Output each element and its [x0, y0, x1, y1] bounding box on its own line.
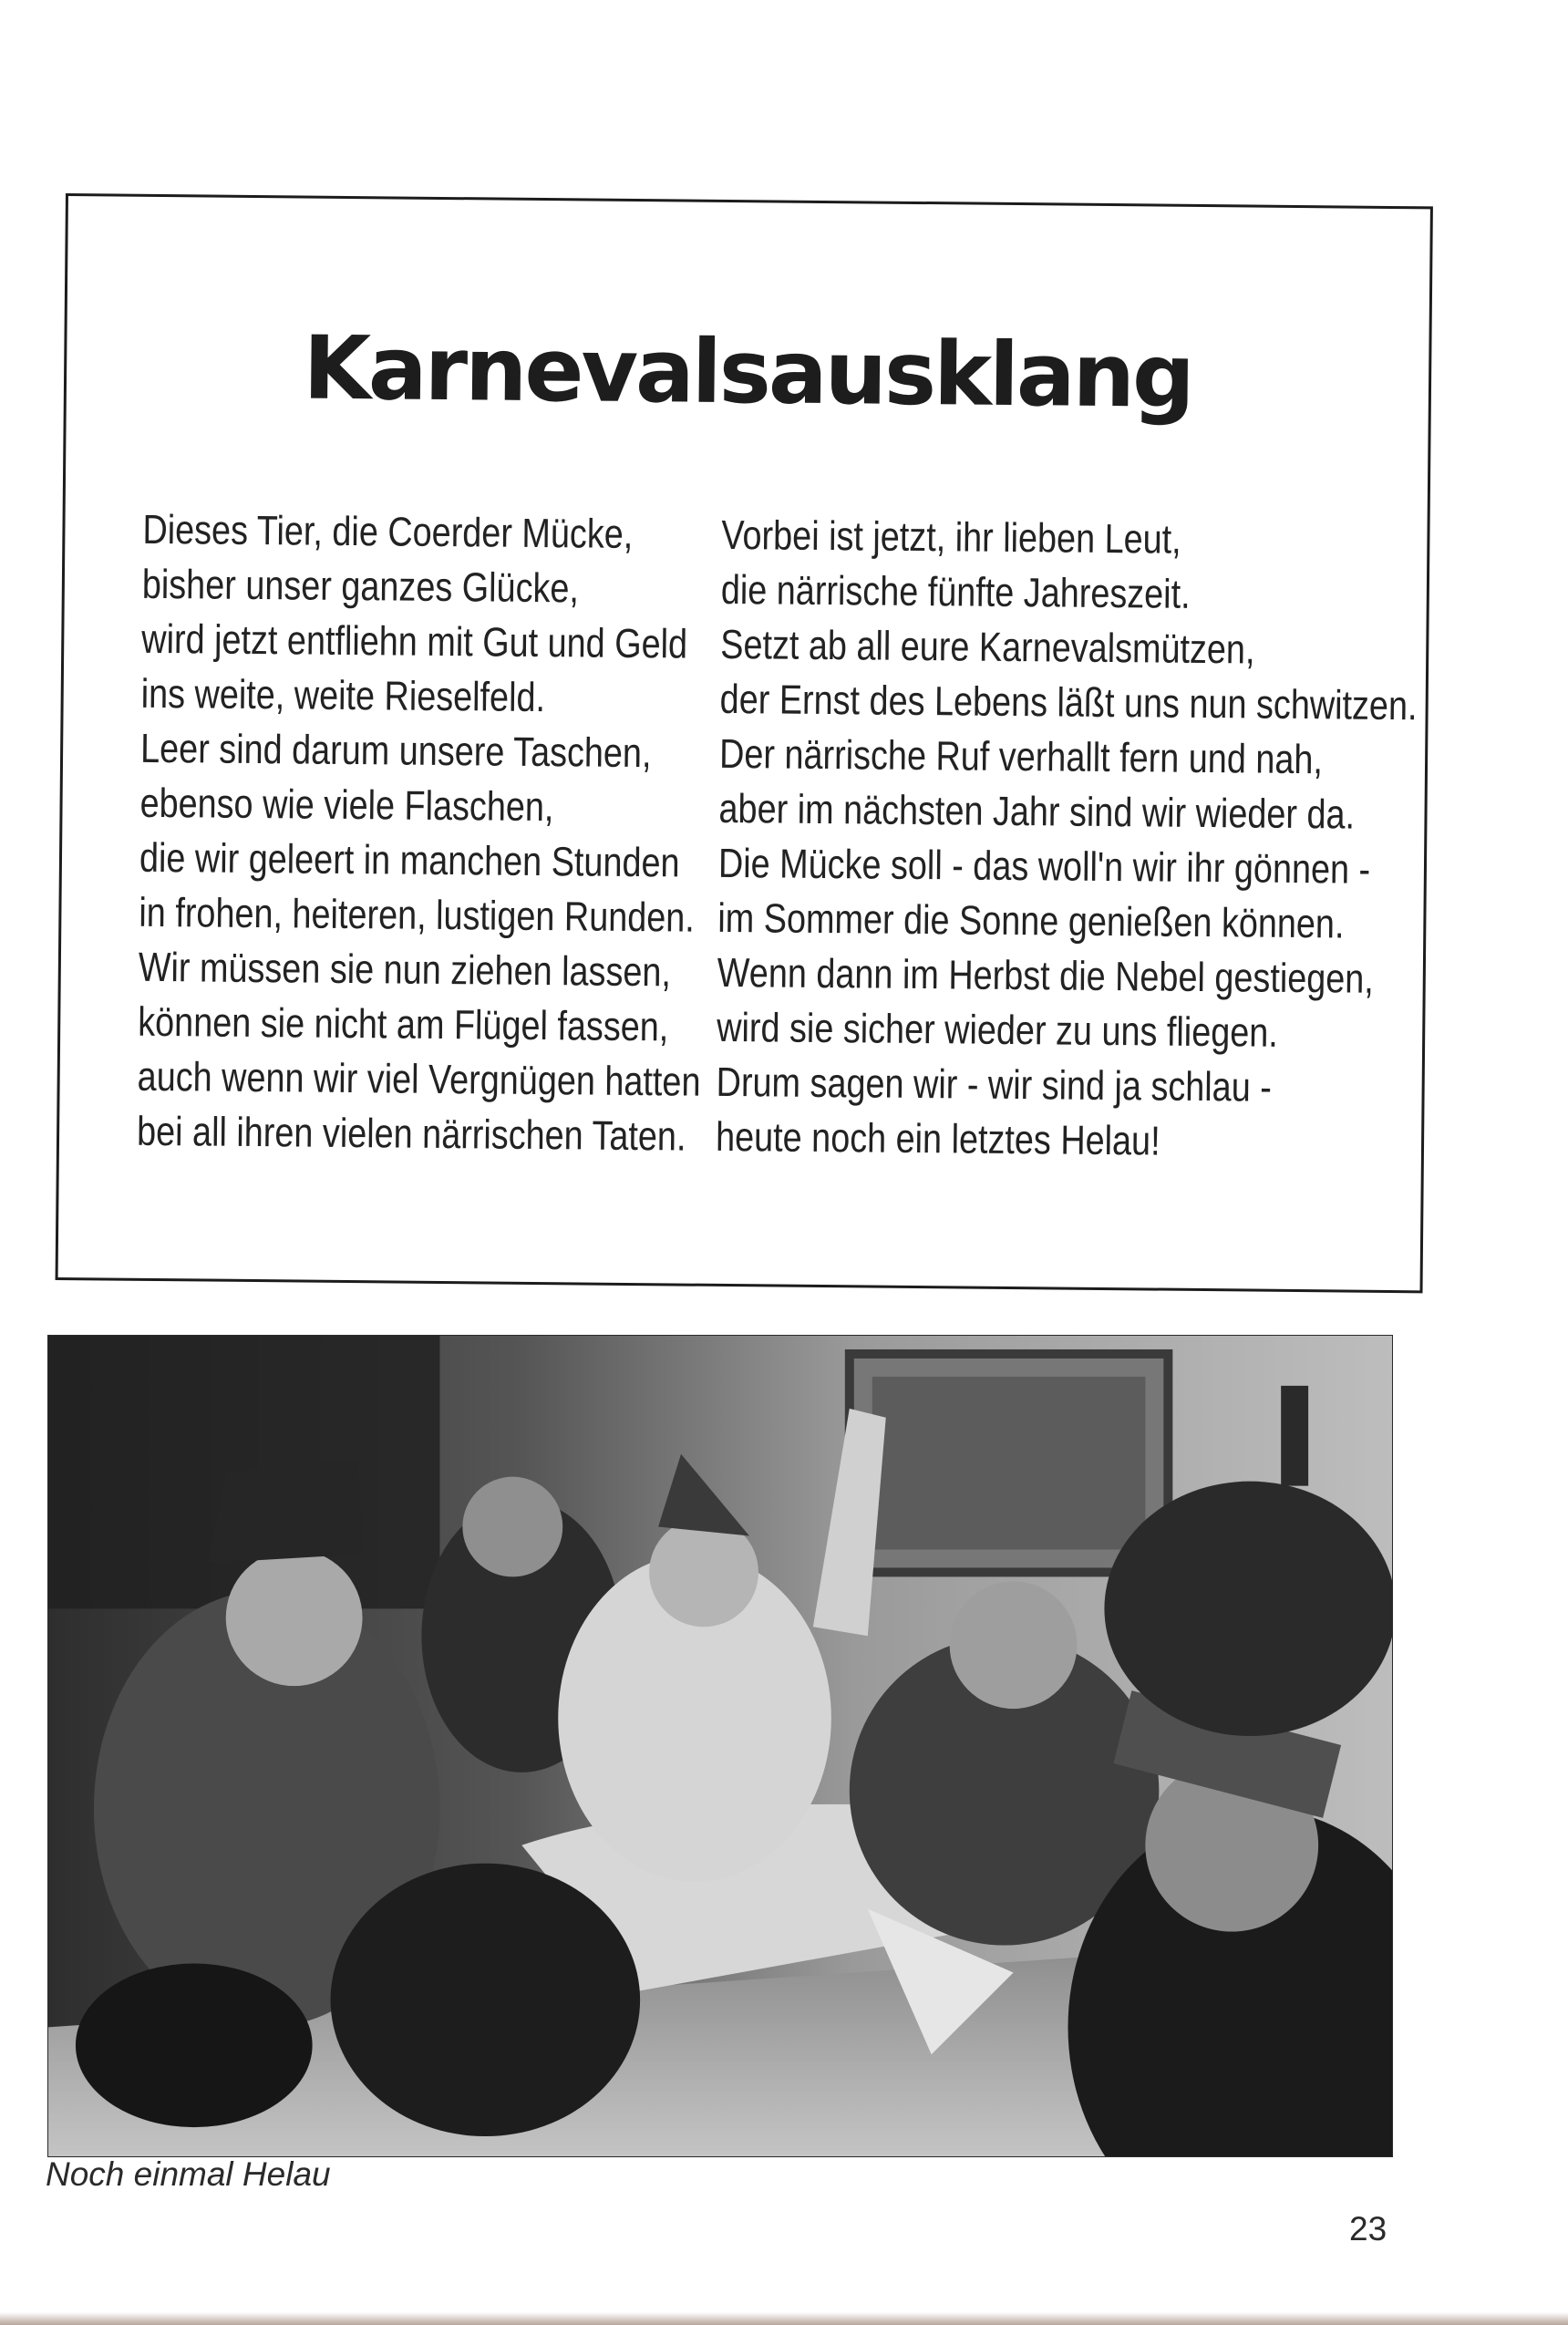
party-photo — [47, 1335, 1393, 2157]
poem-line: Drum sagen wir - wir sind ja schlau - — [716, 1058, 1273, 1111]
poem-line: wird sie sicher wieder zu uns fliegen. — [717, 1003, 1279, 1056]
right-stanza — [715, 508, 1418, 1170]
poem-line: aber im nächsten Jahr sind wir wieder da. — [718, 784, 1356, 838]
poem-line: Wir müssen sie nun ziehen lassen, — [138, 943, 672, 996]
painting-canvas — [872, 1377, 1146, 1550]
person-back-head — [462, 1477, 562, 1577]
poem-line: Dieses Tier, die Coerder Mücke, — [142, 505, 634, 557]
poem-line: Vorbei ist jetzt, ihr lieben Leut, — [721, 511, 1181, 563]
poem-line: Wenn dann im Herbst die Nebel gestiegen, — [717, 948, 1375, 1002]
page-edge-shadow — [0, 2312, 1568, 2325]
page-number: 23 — [1349, 2210, 1387, 2248]
person-front-hair — [331, 1864, 641, 2136]
photo-caption: Noch einmal Helau — [46, 2155, 331, 2193]
poem-line: der Ernst des Lebens läßt uns nun schwitzen. — [719, 675, 1418, 729]
poem-line: auch wenn wir viel Vergnügen hatten — [137, 1052, 701, 1105]
poem-line: die närrische fünfte Jahreszeit. — [720, 565, 1191, 617]
poem-line: Leer sind darum unsere Taschen, — [139, 724, 652, 777]
poem-line: ebenso wie viele Flaschen, — [139, 779, 554, 831]
poem-line: bisher unser ganzes Glücke, — [141, 560, 580, 612]
poem-line: im Sommer die Sonne genießen können. — [717, 894, 1345, 947]
party-photo-illustration — [48, 1336, 1392, 2156]
poem-line: Setzt ab all eure Karnevalsmützen, — [720, 620, 1255, 673]
person-left-head — [226, 1549, 363, 1686]
poem-line: können sie nicht am Flügel fassen, — [138, 997, 669, 1050]
poem-box — [56, 193, 1433, 1293]
left-stanza — [136, 502, 701, 1163]
poem-line: heute noch ein letztes Helau! — [715, 1112, 1161, 1164]
poem-line: Die Mücke soll - das woll'n wir ihr gönnen - — [717, 839, 1371, 893]
poem-line: bei all ihren vielen närrischen Taten. — [136, 1107, 686, 1160]
person-woman-head — [950, 1581, 1078, 1709]
poem-title: Karnevalsausklang — [303, 316, 1193, 428]
person-left-cap — [208, 1459, 363, 1564]
poem-line: in frohen, heiteren, lustigen Runden. — [139, 888, 696, 941]
flower-decoration — [76, 1963, 313, 2127]
poem-line: ins weite, weite Rieselfeld. — [140, 669, 546, 721]
poem-line: wird jetzt entfliehn mit Gut und Geld — [141, 615, 688, 667]
poem-line: die wir geleert in manchen Stunden — [139, 833, 680, 886]
feather-plume — [1104, 1482, 1392, 1736]
poem-line: Der närrische Ruf verhallt fern und nah, — [718, 729, 1324, 783]
wall-lamp — [1281, 1386, 1308, 1486]
